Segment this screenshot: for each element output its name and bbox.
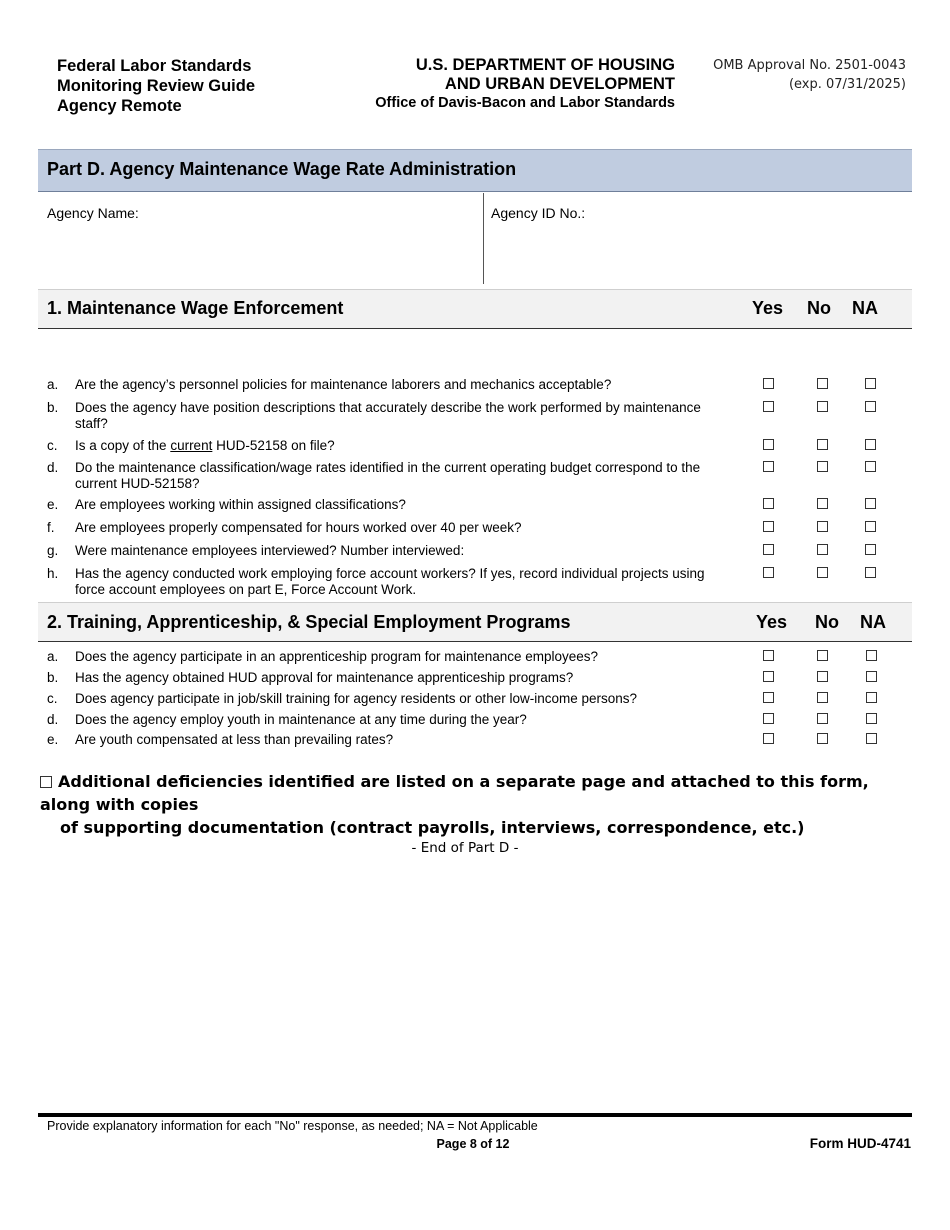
checkbox-na[interactable]	[865, 498, 876, 509]
question-text: Are the agency’s personnel policies for maintenance laborers and mechanics acceptable?	[75, 377, 612, 392]
checkbox-yes[interactable]	[763, 671, 774, 682]
checkbox-na[interactable]	[866, 713, 877, 724]
checkbox-no[interactable]	[817, 378, 828, 389]
checkbox-na[interactable]	[866, 671, 877, 682]
checkbox-na[interactable]	[865, 439, 876, 450]
no-column-header: No	[815, 612, 839, 632]
question-text	[75, 438, 735, 454]
checkbox-no[interactable]	[817, 567, 828, 578]
agency-name-field[interactable]	[47, 224, 477, 282]
checkbox-na[interactable]	[865, 378, 876, 389]
question-letter: h.	[47, 566, 59, 581]
question-text-underlined: current	[170, 438, 213, 453]
omb-expiration: (exp. 07/31/2025)	[788, 77, 906, 92]
checkbox-no[interactable]	[817, 650, 828, 661]
question-letter: b.	[47, 670, 59, 685]
omb-number: OMB Approval No. 2501-0043	[713, 58, 906, 73]
form-guide-title	[57, 56, 255, 116]
checkbox-na[interactable]	[865, 401, 876, 412]
checkbox-na[interactable]	[865, 521, 876, 532]
checkbox-yes[interactable]	[763, 567, 774, 578]
checkbox-yes[interactable]	[763, 461, 774, 472]
question-text: Does the agency have position descriptions that accurately describe the work performed by maintenance staff?	[75, 400, 701, 431]
checkbox-na[interactable]	[866, 650, 877, 661]
checkbox-yes[interactable]	[763, 692, 774, 703]
question-letter: d.	[47, 460, 59, 475]
question-letter: e.	[47, 497, 59, 512]
question-text: Does the agency participate in an apprenticeship program for maintenance employees?	[75, 649, 599, 664]
part-title: Part D. Agency Maintenance Wage Rate Administration	[47, 159, 517, 179]
checkbox-no[interactable]	[817, 733, 828, 744]
question-text-part: Is a copy of the	[75, 438, 171, 453]
question-text: Has the agency conducted work employing force account workers? If yes, record individual projects using force account employees on part E, Force Account Work.	[75, 566, 705, 597]
na-column-header: NA	[860, 612, 886, 632]
checkbox-yes[interactable]	[763, 544, 774, 555]
omb-approval	[690, 56, 906, 94]
checkbox-na[interactable]	[865, 544, 876, 555]
additional-deficiencies-checkbox[interactable]	[40, 776, 52, 788]
no-column-header: No	[807, 298, 831, 318]
question-letter: a.	[47, 377, 59, 392]
checkbox-no[interactable]	[817, 713, 828, 724]
question-letter: c.	[47, 438, 58, 453]
question-text: Does the agency employ youth in maintenance at any time during the year?	[75, 712, 527, 727]
checkbox-no[interactable]	[817, 521, 828, 532]
agency-id-field[interactable]	[491, 224, 906, 282]
checkbox-yes[interactable]	[763, 650, 774, 661]
yes-column-header: Yes	[756, 612, 788, 632]
office-line: Office of Davis-Bacon and Labor Standards	[375, 95, 675, 111]
question-text: Are youth compensated at less than prevailing rates?	[75, 732, 394, 747]
agency-name-label: Agency Name:	[47, 205, 139, 221]
checkbox-yes[interactable]	[763, 401, 774, 412]
section-1-title: 1. Maintenance Wage Enforcement	[47, 298, 344, 318]
question-text: Do the maintenance classification/wage rates identified in the current operating budget correspond to the current HUD-52158?	[75, 460, 701, 491]
end-of-part: - End of Part D -	[411, 840, 519, 856]
checkbox-no[interactable]	[817, 401, 828, 412]
question-letter: d.	[47, 712, 59, 727]
na-column-header: NA	[852, 298, 878, 318]
department-header	[330, 56, 675, 113]
question-letter: g.	[47, 543, 59, 558]
footer-note: Provide explanatory information for each "No" response, as needed; NA = Not Applicable	[47, 1119, 538, 1133]
additional-deficiencies	[40, 770, 910, 839]
question-text: Does agency participate in job/skill training for agency residents or other low-income persons?	[75, 691, 638, 706]
guide-title-line: Federal Labor Standards	[57, 57, 252, 75]
question-letter: a.	[47, 649, 59, 664]
checkbox-yes[interactable]	[763, 713, 774, 724]
checkbox-na[interactable]	[866, 692, 877, 703]
checkbox-na[interactable]	[866, 733, 877, 744]
section-2-title: 2. Training, Apprenticeship, & Special Employment Programs	[47, 612, 571, 632]
checkbox-no[interactable]	[817, 671, 828, 682]
agency-id-label: Agency ID No.:	[491, 205, 586, 221]
question-letter: b.	[47, 400, 59, 415]
additional-line	[40, 770, 910, 816]
checkbox-no[interactable]	[817, 461, 828, 472]
checkbox-no[interactable]	[817, 439, 828, 450]
checkbox-yes[interactable]	[763, 498, 774, 509]
department-line: U.S. DEPARTMENT OF HOUSING	[415, 56, 675, 74]
guide-title-line: Monitoring Review Guide	[57, 77, 256, 95]
checkbox-na[interactable]	[865, 461, 876, 472]
form-number: Form HUD-4741	[809, 1136, 911, 1151]
checkbox-yes[interactable]	[763, 439, 774, 450]
question-text: Are employees working within assigned classifications?	[75, 497, 406, 512]
checkbox-no[interactable]	[817, 498, 828, 509]
guide-title-line: Agency Remote	[57, 97, 182, 115]
question-letter: c.	[47, 691, 58, 706]
checkbox-yes[interactable]	[763, 378, 774, 389]
question-letter: e.	[47, 732, 59, 747]
question-text-part: HUD-52158 on file?	[212, 438, 335, 453]
question-text: Were maintenance employees interviewed? Number interviewed:	[75, 543, 465, 558]
checkbox-yes[interactable]	[763, 733, 774, 744]
footer-rule	[38, 1113, 912, 1117]
question-text: Has the agency obtained HUD approval for maintenance apprenticeship programs?	[75, 670, 574, 685]
field-divider	[483, 193, 484, 284]
page-number: Page 8 of 12	[436, 1137, 510, 1151]
checkbox-na[interactable]	[865, 567, 876, 578]
question-text: Are employees properly compensated for hours worked over 40 per week?	[75, 520, 522, 535]
checkbox-no[interactable]	[817, 544, 828, 555]
additional-text: of supporting documentation (contract payrolls, interviews, correspondence, etc.)	[60, 818, 805, 837]
yes-column-header: Yes	[752, 298, 784, 318]
question-letter: f.	[47, 520, 55, 535]
additional-text: Additional deficiencies identified are listed on a separate page and attached to this form, along with copies	[40, 772, 869, 814]
department-line: AND URBAN DEVELOPMENT	[444, 75, 675, 93]
checkbox-no[interactable]	[817, 692, 828, 703]
checkbox-yes[interactable]	[763, 521, 774, 532]
